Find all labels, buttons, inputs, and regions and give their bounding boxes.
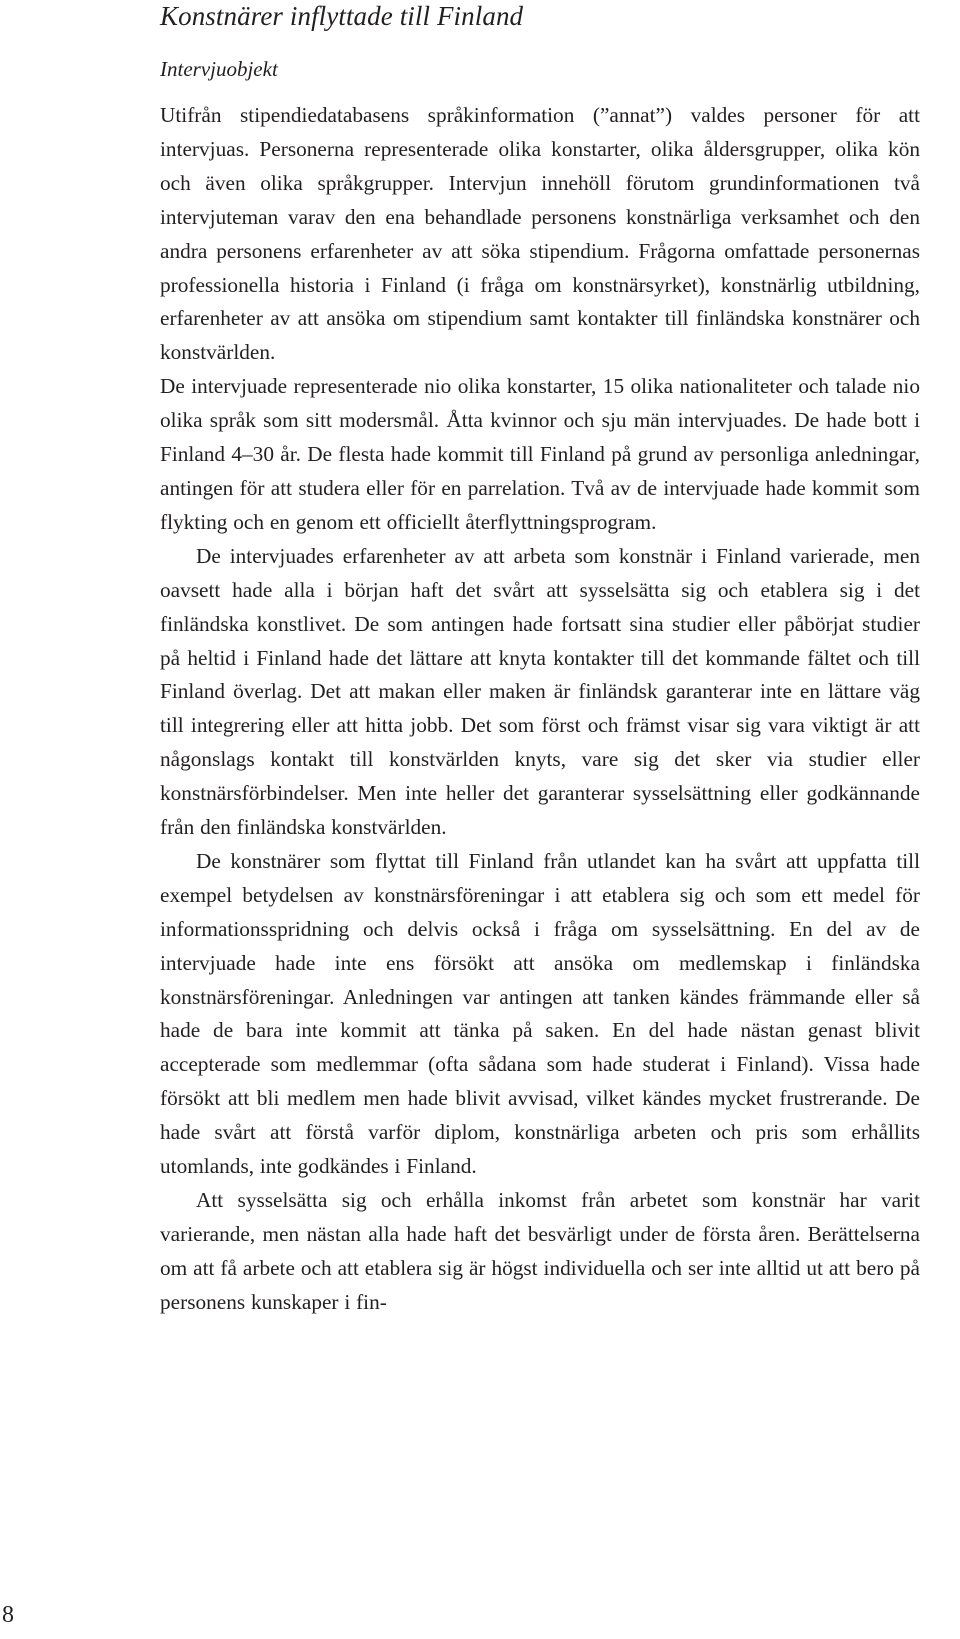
paragraph-3: De intervjuades erfarenheter av att arbeta som konstnär i Finland varierade, men oavsett hade alla i början haft det svårt att sysselsätta sig och etablera sig i det finländska konstlivet. De som antingen hade fortsatt sina studier eller påbörjat studier på heltid i Finland hade det lättare att knyta kontakter till det kommande fältet och till Finland överlag. Det att makan eller maken är finländsk garanterar inte en lättare väg till integrering eller att hitta jobb. Det som först och främst visar sig vara viktigt är att någonslags kontakt till konstvärlden knyts, vare sig det sker via studier eller konstnärsförbindelser. Men inte heller det garanterar sysselsättning eller godkännande från den finländska konstvärlden.: [160, 543, 920, 840]
page-number: 8: [2, 1602, 14, 1628]
paragraph-5: Att sysselsätta sig och erhålla inkomst från arbetet som konstnär har varit varierande, men nästan alla hade haft det besvärligt under de första åren. Berättelserna om att få arbete och att etablera sig är högst individuella och ser inte alltid ut att bero på personens kunskaper i fin-: [160, 1188, 920, 1314]
document-page: [160, 0, 920, 1320]
subsection-heading: Intervjuobjekt: [160, 57, 278, 81]
body-text: [160, 99, 920, 1320]
paragraph-4: De konstnärer som flyttat till Finland från utlandet kan ha svårt att uppfatta till exempel betydelsen av konstnärsföreningar i att etablera sig och som ett medel för informationsspridning och delvis också i fråga om sysselsättning. En del av de intervjuade hade inte ens försökt att ansöka om medlemskap i finländska konstnärsföreningar. Anledningen var antingen att tanken kändes främmande eller så hade de bara inte kommit att tänka på saken. En del hade nästan genast blivit accepterade som medlemmar (ofta sådana som hade studerat i Finland). Vissa hade försökt att bli medlem men hade blivit avvisad, vilket kändes mycket frustrerande. De hade svårt att förstå varför diplom, konstnärliga arbeten och pris som erhållits utomlands, inte godkändes i Finland.: [160, 848, 920, 1179]
paragraph-2: De intervjuade representerade nio olika konstarter, 15 olika nationaliteter och talade nio olika språk som sitt modersmål. Åtta kvinnor och sju män intervjuades. De hade bott i Finland 4–30 år. De flesta hade kommit till Finland på grund av personliga anledningar, antingen för att studera eller för en parrelation. Två av de intervjuade hade kommit som flykting och en genom ett officiellt återflyttningsprogram.: [160, 374, 920, 534]
section-heading: Konstnärer inflyttade till Finland: [160, 1, 524, 31]
paragraph-1: Utifrån stipendiedatabasens språkinformation (”annat”) valdes personer för att intervjuas. Personerna representerade olika konstarter, olika åldersgrupper, olika kön och även olika språkgrupper. Intervjun innehöll förutom grundinformationen två intervjuteman varav den ena behandlade personens konstnärliga verksamhet och den andra personens erfarenheter av att söka stipendium. Frågorna omfattade personernas professionella historia i Finland (i fråga om konstnärsyrket), konstnärlig utbildning, erfarenheter av att ansöka om stipendium samt kontakter till finländska konstnärer och konstvärlden.: [160, 103, 920, 365]
